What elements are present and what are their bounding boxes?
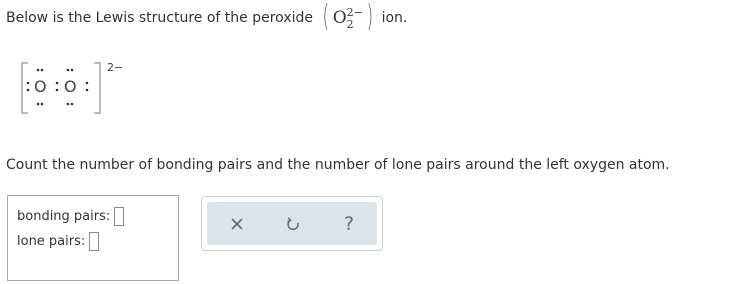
left-o-side-lone-pair	[27, 82, 30, 85]
lone-pairs-label: lone pairs:	[17, 234, 86, 249]
question-text: Count the number of bonding pairs and the number of lone pairs around the left oxygen atom.	[6, 157, 670, 173]
intro-text	[6, 0, 407, 36]
left-o-top-lone-pair	[37, 69, 40, 72]
intro-suffix: ion.	[381, 10, 408, 26]
left-oxygen-atom: O	[34, 77, 47, 96]
formula-element: O	[332, 8, 347, 28]
help-icon: ?	[343, 212, 355, 235]
left-paren: (	[322, 0, 330, 34]
right-paren: )	[366, 0, 373, 34]
right-o-side-lone-pair	[86, 82, 89, 85]
right-o-bottom-lone-pair	[67, 103, 70, 106]
lone-pairs-row	[17, 232, 99, 251]
undo-button[interactable]	[273, 202, 313, 245]
formula-charge: 2−	[346, 6, 363, 19]
undo-icon	[285, 216, 301, 232]
lone-pairs-input[interactable]	[89, 232, 99, 251]
bracket-charge: 2−	[107, 61, 124, 74]
formula-subscript: 2	[346, 18, 354, 31]
intro-prefix: Below is the Lewis structure of the peroxide	[6, 10, 313, 26]
left-o-bottom-lone-pair	[37, 103, 40, 106]
bonding-pairs-input[interactable]	[114, 207, 124, 226]
lewis-structure	[12, 58, 124, 118]
answer-box	[7, 195, 179, 281]
x-icon	[230, 217, 244, 231]
bonding-pairs-label: bonding pairs:	[17, 209, 111, 224]
right-bracket	[94, 63, 100, 113]
right-o-top-lone-pair	[67, 69, 70, 72]
bonding-pair	[56, 82, 59, 85]
peroxide-formula	[320, 0, 376, 34]
help-button[interactable]	[329, 202, 369, 245]
right-oxygen-atom: O	[64, 77, 77, 96]
clear-button[interactable]	[217, 202, 257, 245]
bonding-pairs-row	[17, 207, 124, 226]
left-bracket	[22, 63, 28, 113]
answer-toolbar	[201, 196, 383, 251]
